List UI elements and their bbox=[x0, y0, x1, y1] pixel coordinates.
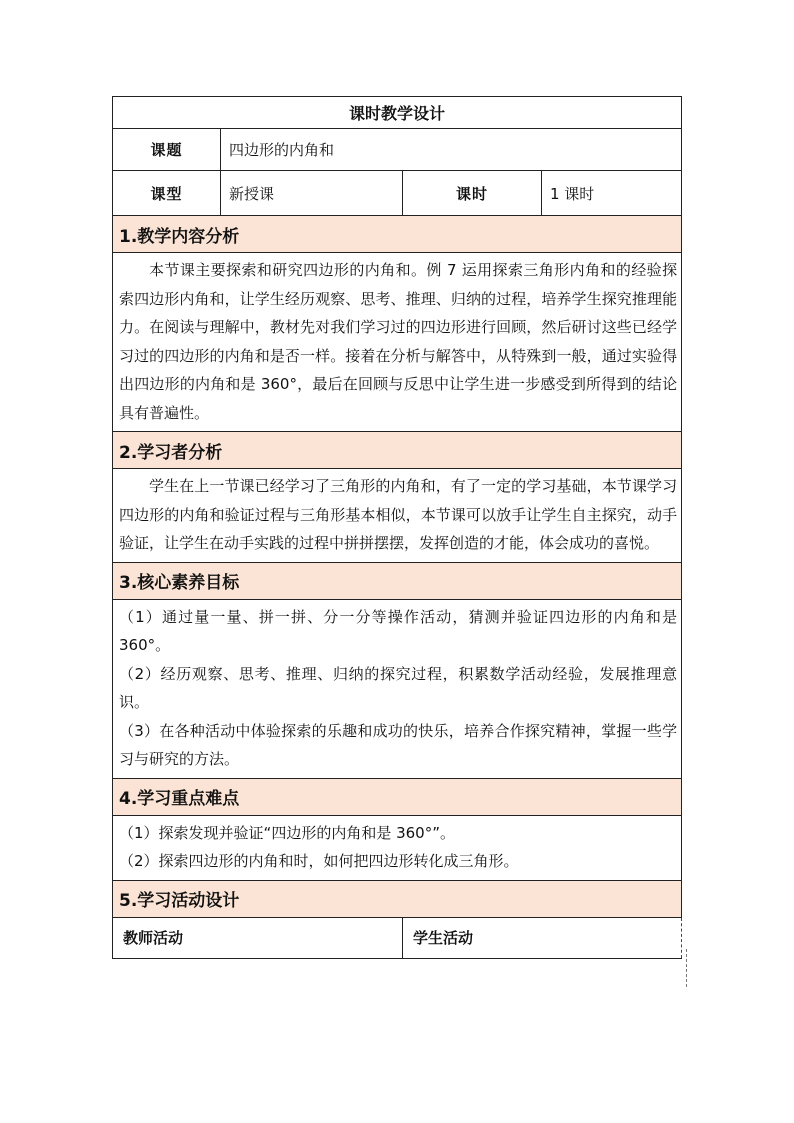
goal-item-3: （3）在各种活动中体验探索的乐趣和成功的快乐，培养合作探究精神，掌握一些学习与研究的方法。 bbox=[119, 721, 678, 768]
type-label: 课型 bbox=[113, 171, 221, 216]
student-activity-header bbox=[403, 917, 682, 958]
dashed-border-extension bbox=[686, 949, 687, 987]
goal-item-2: （2）经历观察、思考、推理、归纳的探究过程，积累数学活动经验，发展推理意识。 bbox=[119, 664, 678, 711]
section-heading-key-points: 4.学习重点难点 bbox=[113, 778, 682, 815]
lesson-plan-table bbox=[112, 96, 682, 959]
section-heading-core-goals: 3.核心素养目标 bbox=[113, 562, 682, 599]
section-body-key-points bbox=[113, 815, 682, 880]
section-body-content-analysis bbox=[113, 253, 682, 432]
teacher-activity-header bbox=[113, 917, 403, 958]
topic-value: 四边形的内角和 bbox=[221, 129, 682, 171]
topic-label: 课题 bbox=[113, 129, 221, 171]
section-heading-activity-design: 5.学习活动设计 bbox=[113, 880, 682, 917]
type-value: 新授课 bbox=[221, 171, 403, 216]
document-title: 课时教学设计 bbox=[113, 97, 682, 129]
key-point-item-1: （1）探索发现并验证“四边形的内角和是 360°”。 bbox=[119, 823, 455, 842]
section-body-learner-analysis bbox=[113, 469, 682, 563]
key-point-item-2: （2）探索四边形的内角和时，如何把四边形转化成三角形。 bbox=[119, 852, 519, 870]
section-body-core-goals bbox=[113, 599, 682, 778]
period-label: 课时 bbox=[403, 171, 542, 216]
student-activity-label: 学生活动 bbox=[413, 929, 474, 947]
paragraph: 本节课主要探索和研究四边形的内角和。例 7 运用探索三角形内角和的经验探索四边形内角和，让学生经历观察、思考、推理、归纳的过程，培养学生探究推理能力。在阅读与理解中，教材先对我们学习过的四边形进行回顾，然后研讨这些已经学习过的四边形的内角和是否一样。接着在分析与解答中，从特殊到一般，通过实验得出四边形的内角和是 360°，最后在回顾与反思中让学生进一步感受到所得到的结论具有普遍性。 bbox=[119, 261, 678, 422]
goal-item-1: （1）通过量一量、拼一拼、分一分等操作活动，猜测并验证四边形的内角和是 360°。 bbox=[119, 607, 678, 654]
section-heading-content-analysis: 1.教学内容分析 bbox=[113, 216, 682, 253]
teacher-activity-label: 教师活动 bbox=[123, 929, 184, 947]
paragraph: 学生在上一节课已经学习了三角形的内角和，有了一定的学习基础，本节课学习四边形的内角和验证过程与三角形基本相似，本节课可以放手让学生自主探究，动手验证，让学生在动手实践的过程中拼拼摆摆，发挥创造的才能，体会成功的喜悦。 bbox=[119, 477, 678, 552]
section-heading-learner-analysis: 2.学习者分析 bbox=[113, 432, 682, 469]
period-value: 1 课时 bbox=[542, 171, 682, 216]
